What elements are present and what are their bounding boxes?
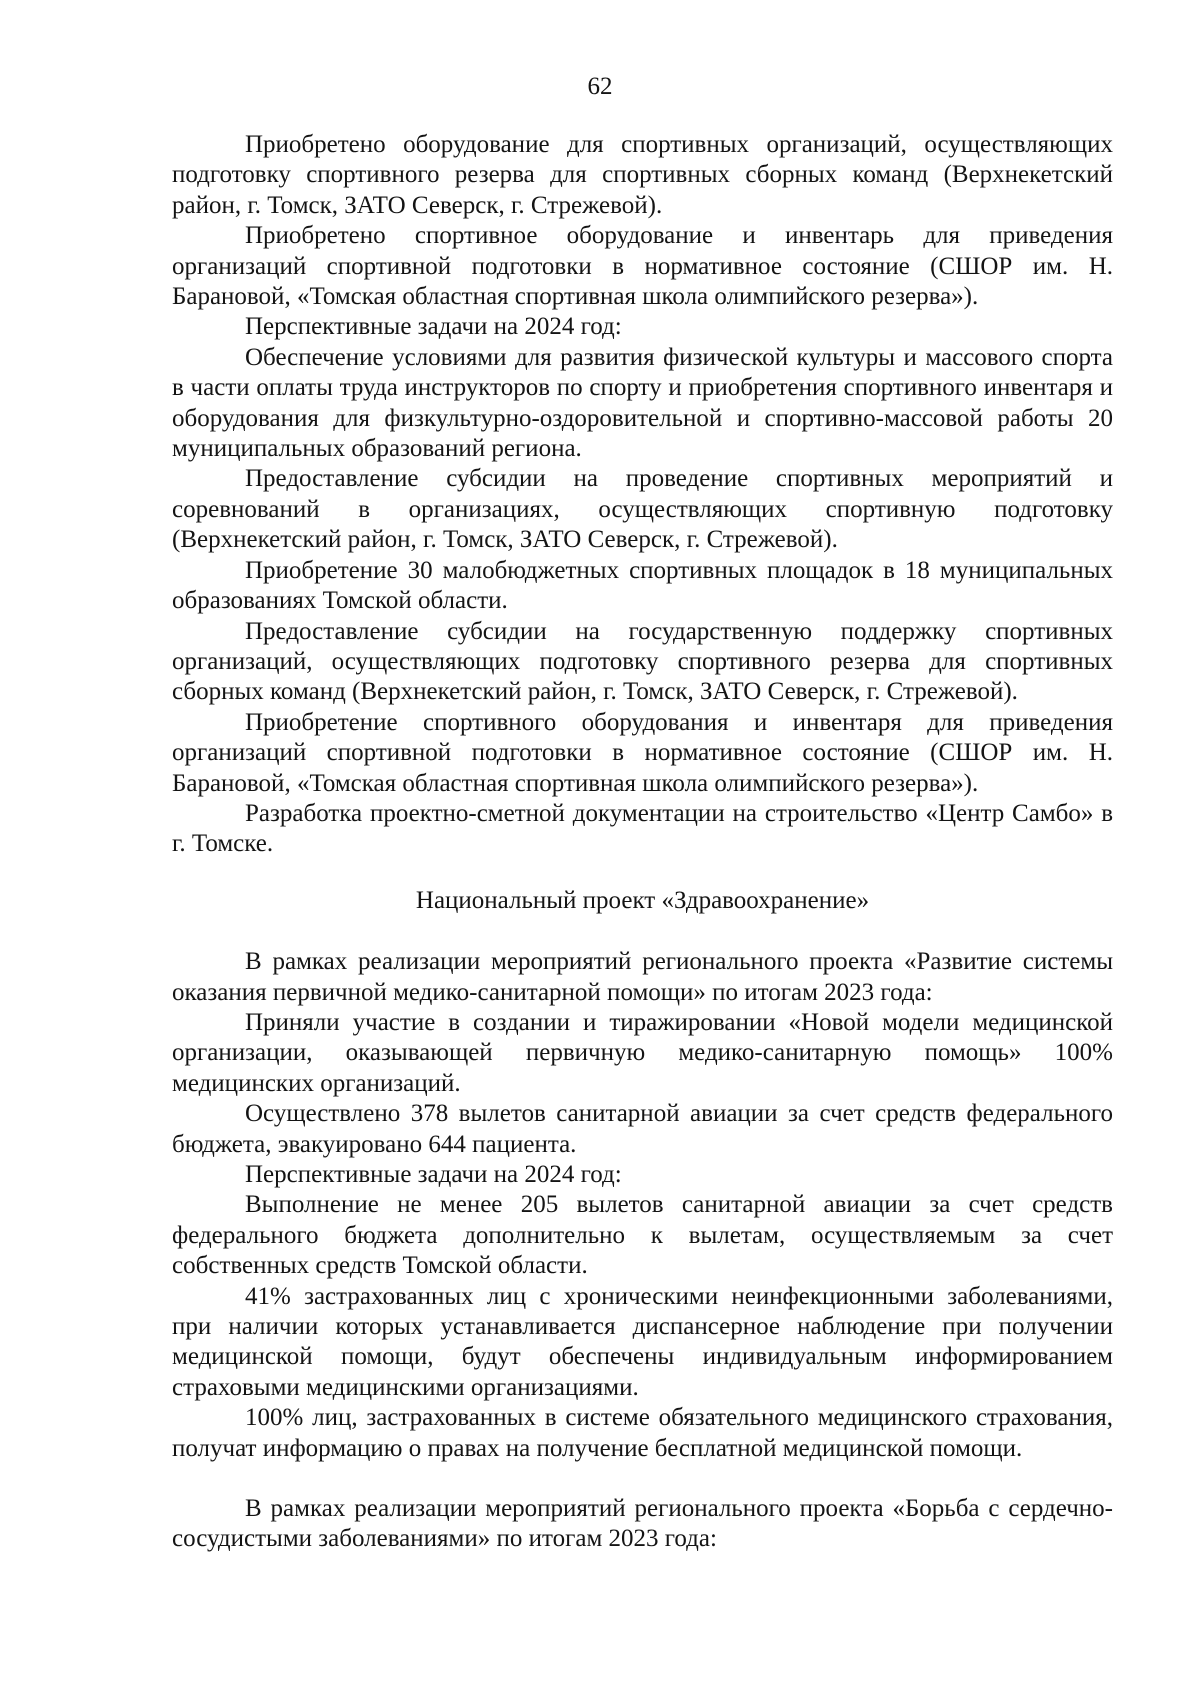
paragraph: Приобретение 30 малобюджетных спортивных площадок в 18 муниципальных образованиях Томской области. bbox=[172, 556, 1113, 615]
paragraph: В рамках реализации мероприятий регионального проекта «Развитие системы оказания первичной медико-санитарной помощи» по итогам 2023 года: bbox=[172, 948, 1113, 1006]
paragraph: Предоставление субсидии на государственную поддержку спортивных организаций, осуществляющих подготовку спортивного резерва для спортивных сборных команд (Верхнекетский район, г. Томск, ЗАТО Северск, г. Стрежевой). bbox=[172, 617, 1113, 706]
paragraph: 41% застрахованных лиц с хроническими неинфекционными заболеваниями, при наличии которых устанавливается диспансерное наблюдение при получении медицинской помощи, будут обеспечены индивидуальным информированием страховыми медицинскими организациями. bbox=[172, 1282, 1113, 1401]
paragraph-gap bbox=[172, 1464, 1113, 1494]
paragraph: Приобретено оборудование для спортивных организаций, осуществляющих подготовку спортивного резерва для спортивных сборных команд (Верхнекетский район, г. Томск, ЗАТО Северск, г. Стрежевой). bbox=[172, 131, 1113, 219]
paragraph: 100% лиц, застрахованных в системе обязательного медицинского страхования, получат информацию о правах на получение бесплатной медицинской помощи. bbox=[172, 1404, 1113, 1462]
paragraph: Перспективные задачи на 2024 год: bbox=[245, 313, 622, 341]
document-body bbox=[172, 130, 1113, 1555]
paragraph: Приобретение спортивного оборудования и инвентаря для приведения организаций спортивной подготовки в нормативное состояние (СШОР им. Н. Барановой, «Томская областная спортивная школа олимпийского резерва»). bbox=[172, 708, 1113, 797]
paragraph: Предоставление субсидии на проведение спортивных мероприятий и соревнований в организациях, осуществляющих спортивную подготовку (Верхнекетский район, г. Томск, ЗАТО Северск, г. Стрежевой). bbox=[172, 465, 1113, 554]
paragraph: В рамках реализации мероприятий регионального проекта «Борьба с сердечно-сосудистыми заболеваниями» по итогам 2023 года: bbox=[172, 1495, 1113, 1553]
paragraph: Выполнение не менее 205 вылетов санитарной авиации за счет средств федерального бюджета дополнительно к вылетам, осуществляемым за счет собственных средств Томской области. bbox=[172, 1191, 1113, 1280]
paragraph: Перспективные задачи на 2024 год: bbox=[245, 1161, 622, 1188]
section-heading: Национальный проект «Здравоохранение» bbox=[415, 886, 870, 914]
paragraph: Разработка проектно-сметной документации на строительство «Центр Самбо» в г. Томске. bbox=[172, 799, 1113, 858]
page-number: 62 bbox=[587, 73, 613, 100]
paragraph: Обеспечение условиями для развития физической культуры и массового спорта в части оплаты труда инструкторов по спорту и приобретения спортивного инвентаря и оборудования для физкультурно-оздоровительной и спортивно-массовой работы 20 муниципальных образований региона. bbox=[172, 343, 1113, 463]
paragraph: Приняли участие в создании и тиражировании «Новой модели медицинской организации, оказывающей первичную медико-санитарную помощь» 100% медицинских организаций. bbox=[172, 1008, 1113, 1097]
paragraph: Приобретено спортивное оборудование и инвентарь для приведения организаций спортивной подготовки в нормативное состояние (СШОР им. Н. Барановой, «Томская областная спортивная школа олимпийского резерва»). bbox=[172, 222, 1113, 311]
paragraph: Осуществлено 378 вылетов санитарной авиации за счет средств федерального бюджета, эвакуировано 644 пациента. bbox=[172, 1100, 1113, 1158]
